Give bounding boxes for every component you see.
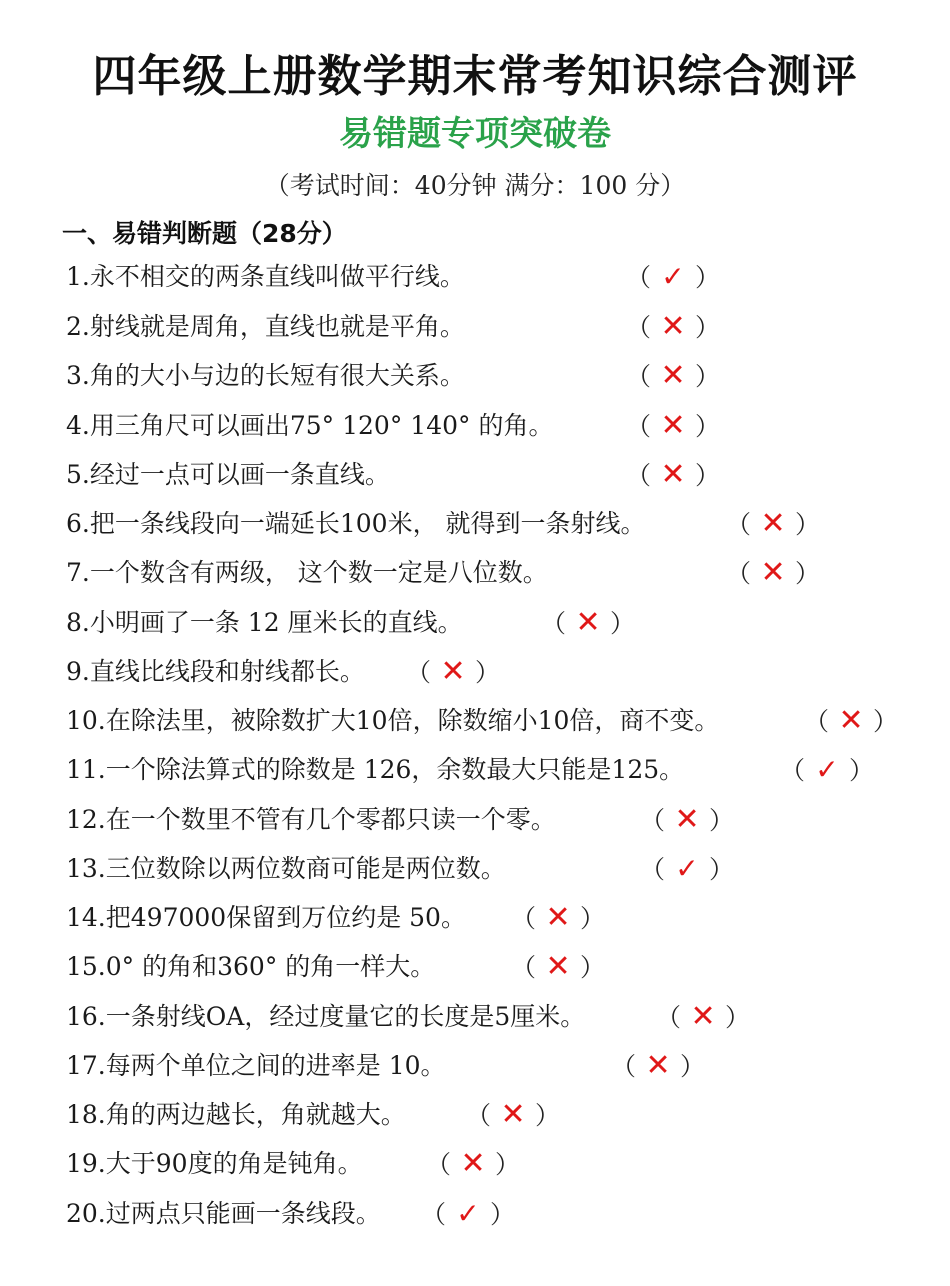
question-number: 12.	[66, 805, 106, 834]
question-number: 18.	[66, 1100, 106, 1129]
question-text: 射线就是周角，直线也就是平角。	[89, 312, 465, 341]
question-row	[66, 750, 936, 790]
answer-bracket: （ ✕ ）	[406, 652, 500, 692]
question-number: 3.	[66, 361, 90, 390]
question-row	[66, 455, 936, 495]
question-number: 19.	[66, 1149, 106, 1178]
answer-bracket: （ ✕ ）	[426, 1144, 520, 1184]
checkmark-icon: ✓	[456, 1197, 480, 1230]
cross-icon: ✕	[660, 457, 686, 492]
answer-bracket: （ ✕ ）	[804, 701, 898, 741]
cross-icon: ✕	[660, 358, 686, 393]
question-row	[66, 898, 936, 938]
cross-icon: ✕	[660, 309, 686, 344]
cross-icon: ✕	[460, 1146, 486, 1181]
question-row	[66, 947, 936, 987]
question-row	[66, 603, 936, 643]
answer-bracket: （ ✓ ）	[780, 750, 874, 790]
question-text: 大于90度的角是钝角。	[105, 1149, 363, 1178]
cross-icon: ✕	[545, 949, 571, 984]
answer-bracket: （ ✕ ）	[656, 997, 750, 1037]
question-number: 9.	[66, 657, 90, 686]
question-number: 8.	[66, 608, 90, 637]
question-row	[66, 1046, 936, 1086]
answer-bracket: （ ✕ ）	[466, 1095, 560, 1135]
question-number: 11.	[66, 755, 106, 784]
question-number: 15.	[66, 952, 106, 981]
checkmark-icon: ✓	[675, 852, 699, 885]
answer-bracket: （ ✕ ）	[511, 898, 605, 938]
question-number: 14.	[66, 903, 106, 932]
question-text: 永不相交的两条直线叫做平行线。	[89, 262, 465, 291]
question-text: 角的两边越长，角就越大。	[105, 1100, 406, 1129]
question-text: 过两点只能画一条线段。	[105, 1199, 381, 1228]
cross-icon: ✕	[760, 555, 786, 590]
question-row	[66, 406, 936, 446]
question-number: 7.	[66, 558, 90, 587]
question-number: 16.	[66, 1002, 106, 1031]
question-text: 小明画了一条 12 厘米长的直线。	[89, 608, 463, 637]
cross-icon: ✕	[500, 1097, 526, 1132]
page-subtitle: 易错题专项突破卷	[339, 114, 611, 154]
question-number: 17.	[66, 1051, 106, 1080]
question-row	[66, 849, 936, 889]
question-number: 6.	[66, 509, 90, 538]
cross-icon: ✕	[545, 900, 571, 935]
question-text: 一条射线OA，经过度量它的长度是5厘米。	[105, 1002, 586, 1031]
answer-bracket: （ ✕ ）	[726, 504, 820, 544]
question-text: 一个除法算式的除数是 126，余数最大只能是125。	[105, 755, 685, 784]
answer-bracket: （ ✕ ）	[626, 406, 720, 446]
question-number: 1.	[66, 262, 90, 291]
question-row	[66, 997, 936, 1037]
answer-bracket: （ ✕ ）	[640, 800, 734, 840]
question-row	[66, 800, 936, 840]
question-number: 13.	[66, 854, 106, 883]
cross-icon: ✕	[660, 408, 686, 443]
question-text: 三位数除以两位数商可能是两位数。	[105, 854, 506, 883]
question-number: 2.	[66, 312, 90, 341]
question-text: 在一个数里不管有几个零都只读一个零。	[105, 805, 556, 834]
answer-bracket: （ ✓ ）	[421, 1194, 515, 1234]
answer-bracket: （ ✓ ）	[626, 257, 720, 297]
question-text: 角的大小与边的长短有很大关系。	[89, 361, 465, 390]
answer-bracket: （ ✕ ）	[626, 455, 720, 495]
question-row	[66, 257, 936, 297]
question-number: 20.	[66, 1199, 106, 1228]
question-text: 经过一点可以画一条直线。	[89, 460, 390, 489]
question-text: 用三角尺可以画出75° 120° 140° 的角。	[89, 411, 554, 440]
cross-icon: ✕	[760, 506, 786, 541]
cross-icon: ✕	[838, 703, 864, 738]
question-text: 每两个单位之间的进率是 10。	[105, 1051, 446, 1080]
question-row	[66, 1144, 936, 1184]
question-row	[66, 356, 936, 396]
question-number: 4.	[66, 411, 90, 440]
section-heading: 一、易错判断题（28分）	[62, 219, 347, 248]
question-text: 一个数含有两级， 这个数一定是八位数。	[89, 558, 548, 587]
answer-bracket: （ ✓ ）	[640, 849, 734, 889]
checkmark-icon: ✓	[815, 753, 839, 786]
cross-icon: ✕	[440, 654, 466, 689]
question-row	[66, 553, 936, 593]
cross-icon: ✕	[674, 802, 700, 837]
question-text: 0° 的角和360° 的角一样大。	[105, 952, 436, 981]
answer-bracket: （ ✕ ）	[726, 553, 820, 593]
page-title: 四年级上册数学期末常考知识综合测评	[92, 51, 858, 102]
checkmark-icon: ✓	[661, 260, 685, 293]
question-row	[66, 1194, 936, 1234]
answer-bracket: （ ✕ ）	[626, 307, 720, 347]
question-number: 5.	[66, 460, 90, 489]
question-row	[66, 1095, 936, 1135]
question-row	[66, 504, 936, 544]
question-text: 把一条线段向一端延长100米， 就得到一条射线。	[89, 509, 646, 538]
question-text: 直线比线段和射线都长。	[89, 657, 365, 686]
question-text: 把497000保留到万位约是 50。	[105, 903, 466, 932]
answer-bracket: （ ✕ ）	[541, 603, 635, 643]
answer-bracket: （ ✕ ）	[611, 1046, 705, 1086]
cross-icon: ✕	[645, 1048, 671, 1083]
question-number: 10.	[66, 706, 106, 735]
question-text: 在除法里，被除数扩大10倍，除数缩小10倍，商不变。	[105, 706, 720, 735]
answer-bracket: （ ✕ ）	[626, 356, 720, 396]
question-row	[66, 307, 936, 347]
answer-bracket: （ ✕ ）	[511, 947, 605, 987]
question-row	[66, 701, 936, 741]
cross-icon: ✕	[690, 999, 716, 1034]
question-row	[66, 652, 936, 692]
exam-info: （考试时间：40分钟 满分：100 分）	[264, 171, 686, 200]
cross-icon: ✕	[575, 605, 601, 640]
